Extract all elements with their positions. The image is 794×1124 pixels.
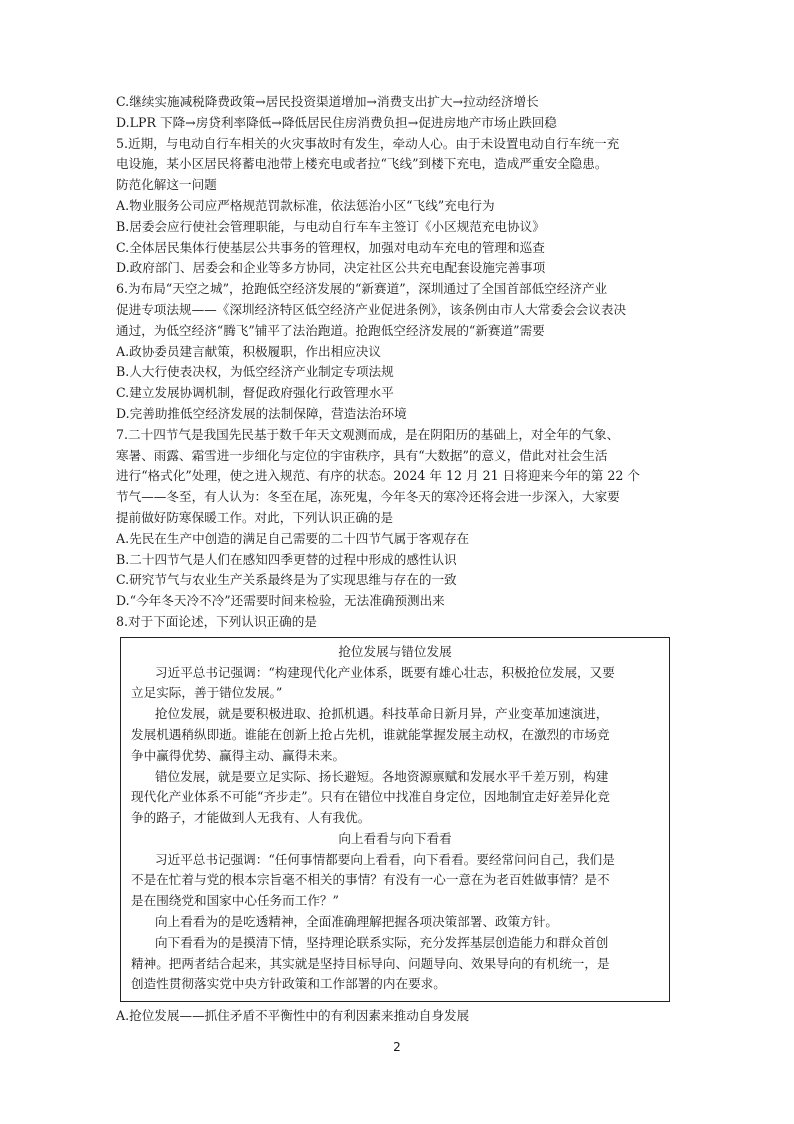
question-text-bottom — [116, 1006, 682, 1027]
text-line: 7.二十四节气是我国先民基于数千年天文观测而成，是在阴阳历的基础上，对全年的气象、 — [116, 426, 620, 442]
text-line: D.“今年冬天冷不冷”还需要时间来检验，无法准确预测出来 — [116, 593, 445, 609]
text-line: 进行“格式化”处理，使之进入规范、有序的状态。2024 年 12 月 21 日将迎来今年的第 22 个 — [116, 468, 641, 484]
text-line: A.政协委员建言献策，积极履职，作出相应决议 — [116, 343, 381, 359]
quote-box — [120, 637, 670, 1003]
text-line: C.全体居民集体行使基层公共事务的管理权，加强对电动车充电的管理和巡查 — [116, 239, 545, 255]
text-line: 争的路子，才能做到人无我有、人有我优。 — [131, 810, 371, 826]
text-line: 现代化产业体系不可能“齐步走”。只有在错位中找准自身定位，因地制宜走好差异化竞 — [131, 789, 610, 805]
text-line: 节气——冬至，有人认为：冬至在尾，冻死鬼，今年冬天的寒冷还将会进一步深入，大家要 — [116, 489, 620, 505]
text-line: C.建立发展协调机制，督促政府强化行政管理水平 — [116, 385, 394, 401]
box-paragraph-3 — [131, 767, 659, 829]
text-line: 向下看看为的是摸清下情，坚持理论联系实际，充分发挥基层创造能力和群众首创 — [155, 934, 609, 950]
text-line: 错位发展，就是要立足实际、扬长避短。各地资源禀赋和发展水平千差万别，构建 — [155, 768, 609, 784]
box-title-1: 抢位发展与错位发展 — [338, 643, 452, 659]
text-line: A.抢位发展——抓住矛盾不平衡性中的有利因素来推动自身发展 — [116, 1008, 470, 1024]
text-line: 电设施，某小区居民将蓄电池带上楼充电或者拉“飞线”到楼下充电，造成严重安全隐患。 — [116, 156, 608, 172]
text-line: B.人大行使表决权，为低空经济产业制定专项法规 — [116, 364, 394, 380]
box-title-2: 向上看看与向下看看 — [338, 830, 452, 846]
box-paragraph-4 — [131, 850, 659, 912]
text-line: C.继续实施减税降费政策→居民投资渠道增加→消费支出扩大→拉动经济增长 — [116, 94, 539, 109]
text-line: 发展机遇稍纵即逝。谁能在创新上抢占先机，谁就能掌握发展主动权，在激烈的市场竞 — [131, 726, 610, 742]
text-line: 5.近期，与电动自行车相关的火灾事故时有发生，牵动人心。由于未设置电动自行车统一充 — [116, 135, 620, 151]
text-line: 提前做好防寒保暖工作。对此，下列认识正确的是 — [116, 509, 394, 525]
text-line: A.物业服务公司应严格规范罚款标准，依法惩治小区“飞线”充电行为 — [116, 197, 495, 213]
text-line: 争中赢得优势、赢得主动、赢得未来。 — [131, 747, 346, 763]
text-line: 不是在忙着与党的根本宗旨毫不相关的事情？有没有一心一意在为老百姓做事情？是不 — [131, 872, 610, 888]
page-number: 2 — [393, 1040, 401, 1054]
box-paragraph-6 — [131, 933, 659, 995]
text-line: B.二十四节气是人们在感知四季更替的过程中形成的感性认识 — [116, 551, 457, 567]
text-line: 创造性贯彻落实党中央方针政策和工作部署的内在要求。 — [131, 976, 446, 992]
text-line: 立足实际，善于错位发展。” — [131, 685, 283, 701]
page-content — [116, 92, 682, 1027]
question-text-top — [116, 92, 682, 633]
box-paragraph-5 — [131, 912, 659, 933]
text-line: A.先民在生产中创造的满足自己需要的二十四节气属于客观存在 — [116, 530, 470, 546]
text-line: C.研究节气与农业生产关系最终是为了实现思维与存在的一致 — [116, 572, 457, 588]
text-line: 是在围绕党和国家中心任务而工作？” — [131, 893, 339, 909]
text-line: 习近平总书记强调：“任何事情都要向上看看，向下看看。要经常问问自己，我们是 — [155, 851, 615, 867]
text-line: 精神。把两者结合起来，其实就是坚持目标导向、问题导向、效果导向的有机统一，是 — [131, 955, 610, 971]
text-line: 8.对于下面论述，下列认识正确的是 — [116, 613, 317, 629]
text-line: D.政府部门、居委会和企业等多方协同，决定社区公共充电配套设施完善事项 — [116, 260, 546, 276]
text-line: 习近平总书记强调：“构建现代化产业体系，既要有雄心壮志，积极抢位发展，又要 — [155, 664, 615, 680]
text-line: D.LPR 下降→房贷利率降低→降低居民住房消费负担→促进房地产市场止跌回稳 — [116, 114, 557, 130]
text-line: B.居委会应行使社会管理职能，与电动自行车车主签订《小区规范充电协议》 — [116, 218, 545, 234]
box-paragraph-2 — [131, 704, 659, 766]
text-line: 防范化解这一问题 — [116, 177, 217, 193]
text-line: D.完善助推低空经济发展的法制保障，营造法治环境 — [116, 405, 407, 421]
text-line: 向上看看为的是吃透精神，全面准确理解把握各项决策部署、政策方针。 — [155, 914, 558, 930]
text-line: 促进专项法规——《深圳经济特区低空经济产业促进条例》，该条例由市人大常委会会议表决 — [116, 301, 627, 317]
text-line: 6.为布局“天空之城”，抢跑低空经济发展的“新赛道”，深圳通过了全国首部低空经济产业 — [116, 281, 608, 297]
text-line: 抢位发展，就是要积极进取、抢抓机遇。科技革命日新月异，产业变革加速演进， — [155, 706, 609, 722]
text-line: 寒暑、雨露、霜雪进一步细化与定位的宇宙秩序，具有“大数据”的意义，借此对社会生活 — [116, 447, 608, 463]
text-line: 通过，为低空经济“腾飞”铺平了法治跑道。抢跑低空经济发展的“新赛道”需要 — [116, 322, 545, 338]
box-paragraph-1 — [131, 663, 659, 705]
